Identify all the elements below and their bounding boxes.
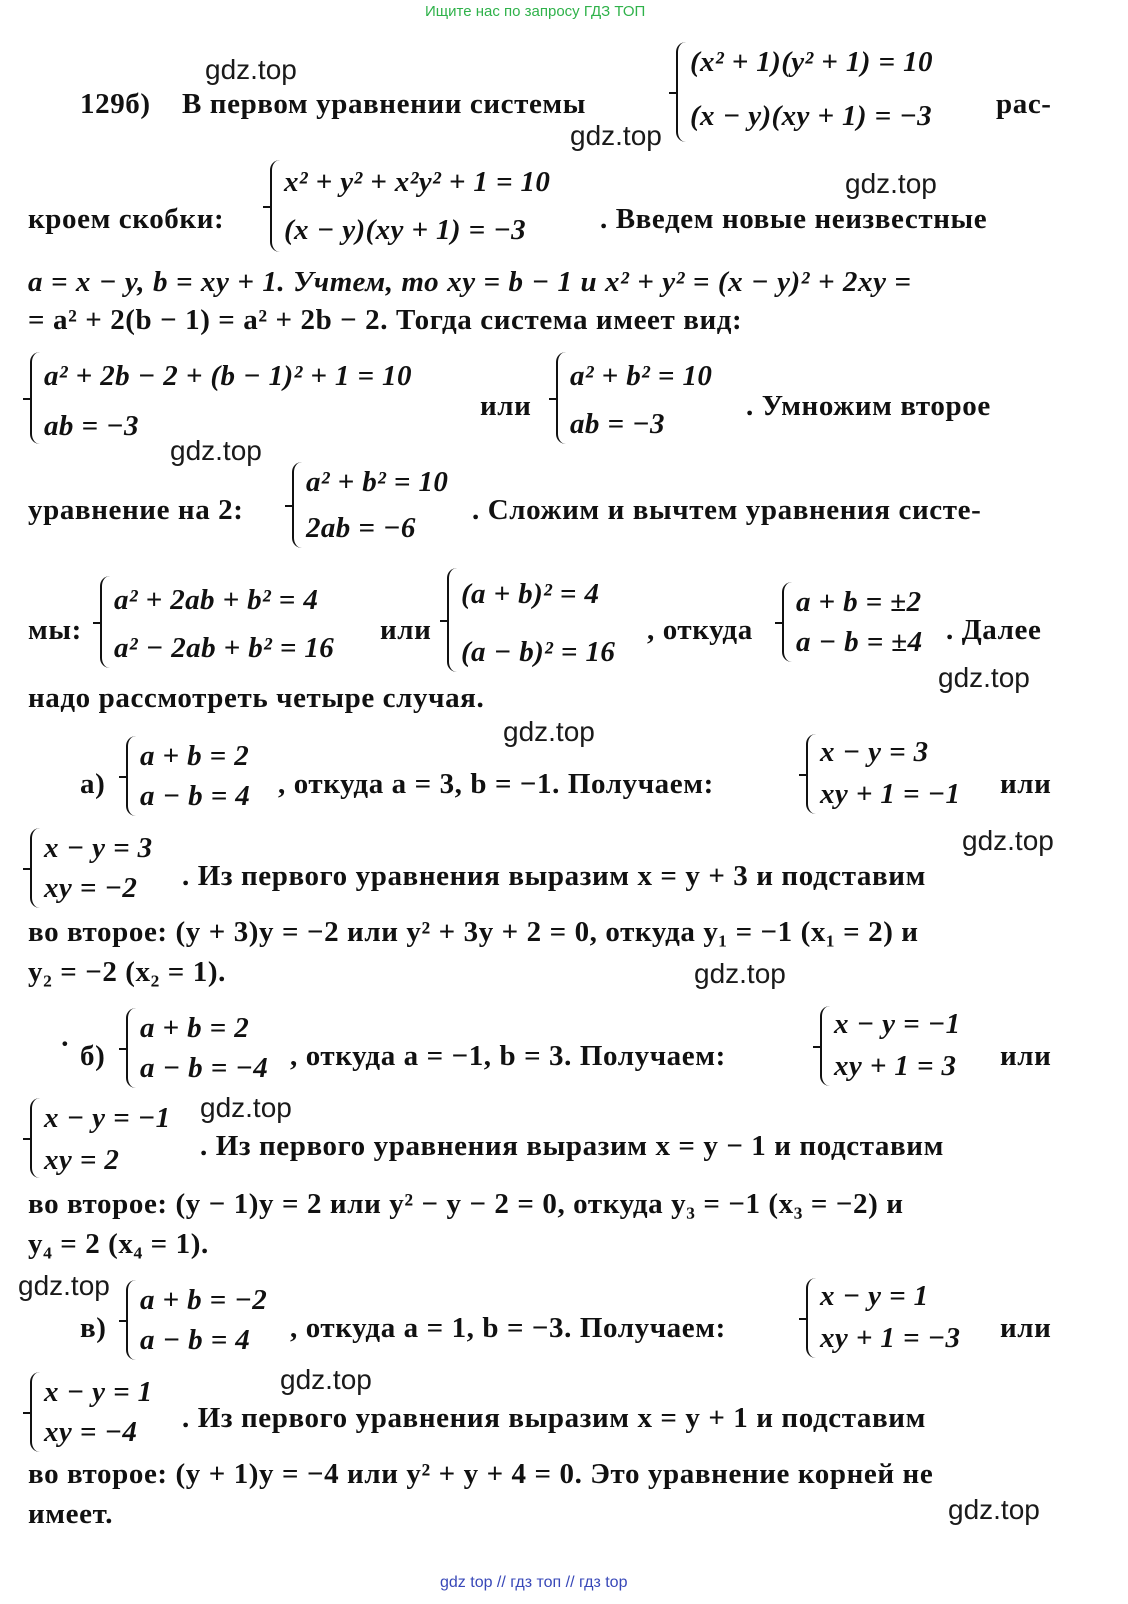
text-line: . Далее <box>946 614 1042 646</box>
text-line: y₄ = 2 (x₄ = 1). <box>28 1228 209 1260</box>
text-line: . Из первого уравнения выразим x = y − 1 и подставим <box>200 1130 944 1162</box>
equation: a + b = −2 <box>140 1284 268 1316</box>
equation-system <box>126 1280 286 1360</box>
equation: x − y = 3 <box>44 832 153 864</box>
equation: x − y = 1 <box>820 1280 929 1312</box>
watermark: gdz.top <box>503 716 595 747</box>
watermark: gdz.top <box>280 1364 372 1395</box>
text-line: , откуда a = 3, b = −1. Получаем: <box>278 768 714 800</box>
text-line: кроем скобки: <box>28 203 225 235</box>
case-label: в) <box>80 1312 107 1344</box>
footer-links[interactable]: gdz top // гдз топ // гдз top <box>440 1574 628 1591</box>
equation: x − y = 3 <box>820 736 929 768</box>
text-line: В первом уравнении системы <box>182 88 587 120</box>
equation-system <box>126 1008 286 1088</box>
watermark: gdz.top <box>694 958 786 989</box>
equation: xy + 1 = −1 <box>820 778 961 810</box>
equation: xy = −4 <box>44 1416 138 1448</box>
watermark: gdz.top <box>948 1494 1040 1525</box>
text-line: или <box>1000 1312 1052 1344</box>
equation: (x − y)(xy + 1) = −3 <box>284 214 527 246</box>
equation: x² + y² + x²y² + 1 = 10 <box>284 166 551 198</box>
equation: x − y = 1 <box>44 1376 153 1408</box>
case-label: б) <box>80 1040 106 1072</box>
equation: a + b = 2 <box>140 1012 250 1044</box>
equation-system <box>126 736 276 816</box>
equation: xy + 1 = 3 <box>834 1050 957 1082</box>
text-line: a = x − y, b = xy + 1. Учтем, то xy = b − 1 и x² + y² = (x − y)² + 2xy = <box>28 266 912 298</box>
text-line: или <box>1000 768 1052 800</box>
equation: x − y = −1 <box>834 1008 961 1040</box>
equation: a² + 2b − 2 + (b − 1)² + 1 = 10 <box>44 360 412 392</box>
equation: xy = 2 <box>44 1144 120 1176</box>
equation-system <box>30 1098 200 1178</box>
equation: a − b = 4 <box>140 780 251 812</box>
text-line: или <box>380 614 432 646</box>
equation-system <box>447 568 647 672</box>
text-line: = a² + 2(b − 1) = a² + 2b − 2. Тогда система имеет вид: <box>28 304 743 336</box>
text-line: во второе: (y + 1)y = −4 или y² + y + 4 = 0. Это уравнение корней не <box>28 1458 934 1490</box>
watermark: gdz.top <box>18 1270 110 1301</box>
equation-system <box>820 1006 990 1086</box>
text-line: надо рассмотреть четыре случая. <box>28 682 485 714</box>
equation-system <box>806 734 986 814</box>
equation-system <box>30 352 460 444</box>
watermark: gdz.top <box>170 435 262 466</box>
equation: a² + 2ab + b² = 4 <box>114 584 319 616</box>
equation: a − b = ±4 <box>796 626 923 658</box>
equation: xy = −2 <box>44 872 138 904</box>
text-line: имеет. <box>28 1498 114 1530</box>
equation-system <box>806 1278 996 1358</box>
watermark: gdz.top <box>200 1092 292 1123</box>
equation: a + b = 2 <box>140 740 250 772</box>
text-line: . Сложим и вычтем уравнения систе- <box>472 494 982 526</box>
text-line: во второе: (y + 3)y = −2 или y² + 3y + 2 = 0, откуда y₁ = −1 (x₁ = 2) и <box>28 916 919 948</box>
equation: xy + 1 = −3 <box>820 1322 961 1354</box>
watermark: gdz.top <box>205 54 297 85</box>
equation-system <box>30 1372 190 1452</box>
text-line: или <box>480 390 532 422</box>
text-line: мы: <box>28 614 82 646</box>
equation: a + b = ±2 <box>796 586 922 618</box>
equation: 2ab = −6 <box>306 512 416 544</box>
problem-number: 129б) <box>80 88 151 120</box>
bullet-dot: · <box>60 1028 71 1060</box>
text-line: уравнение на 2: <box>28 494 244 526</box>
equation: a − b = −4 <box>140 1052 269 1084</box>
equation: x − y = −1 <box>44 1102 171 1134</box>
watermark: gdz.top <box>570 120 662 151</box>
equation: (x − y)(xy + 1) = −3 <box>690 100 933 132</box>
text-line: y₂ = −2 (x₂ = 1). <box>28 956 226 988</box>
equation: ab = −3 <box>44 410 139 442</box>
equation: a − b = 4 <box>140 1324 251 1356</box>
text-line: . Умножим второе <box>746 390 991 422</box>
equation-system <box>270 160 600 252</box>
text-line: рас- <box>996 88 1052 120</box>
equation: (x² + 1)(y² + 1) = 10 <box>690 46 933 78</box>
equation-system <box>556 352 746 444</box>
equation-system <box>782 582 942 662</box>
text-line: во второе: (y − 1)y = 2 или y² − y − 2 = 0, откуда y₃ = −1 (x₃ = −2) и <box>28 1188 904 1220</box>
text-line: , откуда a = −1, b = 3. Получаем: <box>290 1040 726 1072</box>
text-line: , откуда <box>647 614 753 646</box>
equation-system <box>30 828 180 908</box>
watermark: gdz.top <box>938 662 1030 693</box>
watermark: gdz.top <box>962 825 1054 856</box>
equation-system <box>292 462 472 548</box>
text-line: или <box>1000 1040 1052 1072</box>
watermark: gdz.top <box>845 168 937 199</box>
text-line: . Введем новые неизвестные <box>600 203 988 235</box>
equation: a² + b² = 10 <box>570 360 713 392</box>
equation: a² − 2ab + b² = 16 <box>114 632 335 664</box>
equation-system <box>100 576 370 668</box>
equation: (a − b)² = 16 <box>461 636 616 668</box>
text-line: . Из первого уравнения выразим x = y + 1 и подставим <box>182 1402 926 1434</box>
equation: a² + b² = 10 <box>306 466 449 498</box>
text-line: , откуда a = 1, b = −3. Получаем: <box>290 1312 726 1344</box>
text-line: . Из первого уравнения выразим x = y + 3 и подставим <box>182 860 926 892</box>
top-banner: Ищите нас по запросу ГДЗ ТОП <box>425 3 646 20</box>
equation-system <box>676 42 976 142</box>
equation: ab = −3 <box>570 408 665 440</box>
case-label: а) <box>80 768 106 800</box>
equation: (a + b)² = 4 <box>461 578 600 610</box>
